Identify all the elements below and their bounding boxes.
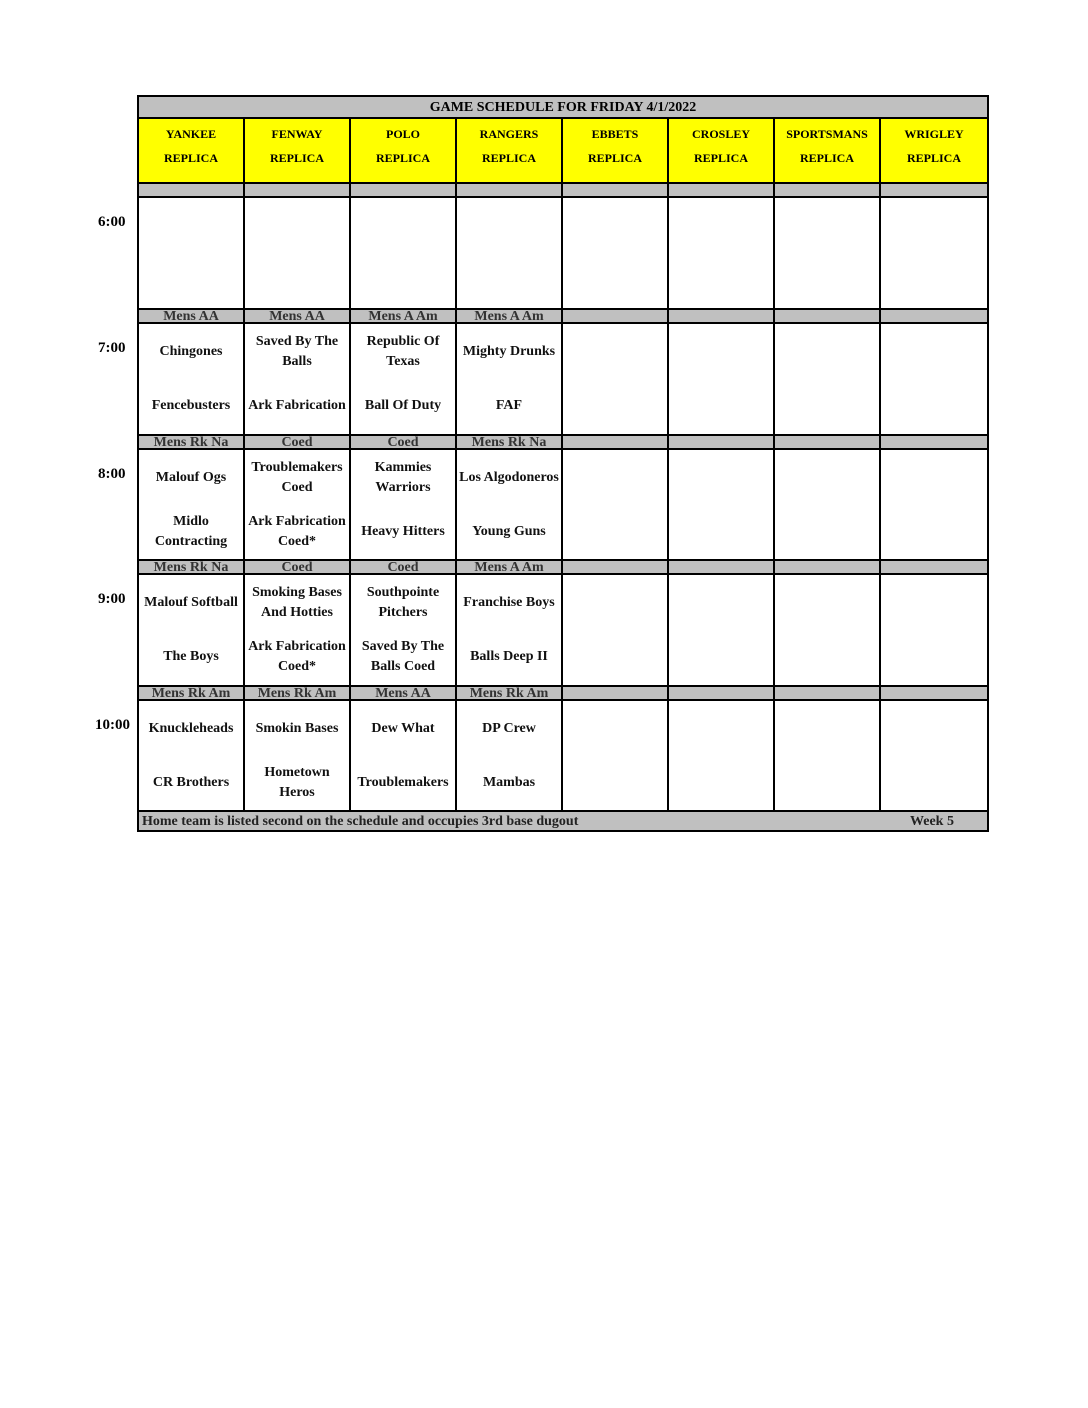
game-cell [669, 450, 775, 560]
level-band: Coed [245, 434, 351, 450]
time-label: 7:00 [98, 340, 126, 356]
away-team: Mighty Drunks [462, 344, 556, 359]
away-team: Kammies Warriors [374, 459, 432, 495]
away-team: Smoking Bases And Hotties [252, 585, 342, 620]
field-subtitle: REPLICA [799, 151, 854, 165]
away-team: DP Crew [482, 720, 536, 736]
game-cell [245, 450, 351, 560]
field-subtitle: REPLICA [163, 151, 218, 165]
game-cell [351, 450, 457, 560]
field-header-fenway [245, 119, 351, 182]
home-team: Ball Of Duty [364, 398, 442, 413]
field-header-yankee [139, 119, 245, 182]
level-band [881, 434, 987, 450]
game-cell [245, 575, 351, 685]
game-cell [351, 324, 457, 434]
away-team: Malouf Ogs [155, 469, 227, 485]
field-name: CROSLEY [691, 127, 750, 141]
field-name: EBBETS [591, 127, 639, 141]
level-band [669, 434, 775, 450]
level-band [881, 308, 987, 324]
game-cell [457, 575, 563, 685]
field-name: SPORTSMANS [786, 127, 868, 141]
game-cell [457, 701, 563, 811]
level-band: Mens Rk Am [457, 685, 563, 701]
home-team: Fencebusters [151, 398, 231, 413]
away-team: Malouf Softball [144, 595, 238, 610]
field-name: WRIGLEY [904, 127, 964, 141]
home-team: Troublemakers [357, 774, 449, 790]
level-band: Coed [245, 559, 351, 575]
game-cell [139, 575, 245, 685]
away-team: Los Algodoneros [459, 469, 559, 485]
level-band: Coed [351, 434, 457, 450]
game-cell [139, 324, 245, 434]
field-header-crosley [669, 119, 775, 182]
level-band: Mens Rk Na [139, 434, 245, 450]
level-band: Mens A Am [457, 308, 563, 324]
level-band [775, 434, 881, 450]
level-band: Mens Rk Na [457, 434, 563, 450]
level-band: Mens Rk Na [139, 559, 245, 575]
level-band: Coed [351, 559, 457, 575]
time-label: 8:00 [98, 465, 126, 482]
field-name: POLO [385, 127, 420, 141]
game-cell [563, 701, 669, 811]
game-cell [669, 701, 775, 811]
game-cell [351, 198, 457, 308]
game-cell [245, 198, 351, 308]
game-cell [139, 198, 245, 308]
home-team: Ark Fabrication [248, 398, 346, 413]
away-team: Republic Of Texas [366, 334, 440, 369]
field-subtitle: REPLICA [375, 151, 430, 165]
game-cell [563, 575, 669, 685]
game-cell [881, 701, 987, 811]
field-header-ebbets [563, 119, 669, 182]
away-team: Southpointe Pitchers [366, 585, 440, 620]
home-team: Hometown Heros [264, 764, 330, 800]
level-band [669, 685, 775, 701]
week-label: Week 5 [910, 814, 954, 829]
level-band: Mens AA [351, 685, 457, 701]
level-band [563, 434, 669, 450]
time-label: 10:00 [95, 716, 130, 733]
game-cell [139, 450, 245, 560]
level-band [563, 308, 669, 324]
game-cell [881, 450, 987, 560]
level-band [775, 182, 881, 198]
level-band [139, 182, 245, 198]
game-cell [775, 575, 881, 685]
game-cell [881, 198, 987, 308]
time-label: 6:00 [98, 214, 126, 230]
home-team: Young Guns [472, 523, 546, 539]
away-team: Troublemakers Coed [251, 459, 343, 495]
field-name: FENWAY [271, 127, 323, 141]
home-team: Mambas [482, 774, 536, 790]
game-cell [775, 324, 881, 434]
field-header-polo [351, 119, 457, 182]
game-cell [563, 198, 669, 308]
game-cell [881, 575, 987, 685]
field-subtitle: REPLICA [587, 151, 642, 165]
level-band [245, 182, 351, 198]
level-band: Mens AA [245, 308, 351, 324]
home-team: Balls Deep II [470, 649, 548, 664]
level-band: Mens AA [139, 308, 245, 324]
level-band [351, 182, 457, 198]
home-team: Midlo Contracting [154, 513, 228, 549]
level-band [563, 182, 669, 198]
home-team: Ark Fabrication Coed* [248, 513, 346, 549]
field-subtitle: REPLICA [693, 151, 748, 165]
field-name: YANKEE [165, 127, 217, 141]
home-team: Ark Fabrication Coed* [248, 639, 346, 674]
away-team: Dew What [371, 720, 435, 736]
level-band [563, 685, 669, 701]
home-team: FAF [495, 398, 523, 413]
home-team: The Boys [163, 649, 219, 664]
game-cell [245, 701, 351, 811]
away-team: Franchise Boys [463, 595, 555, 610]
game-cell [669, 324, 775, 434]
game-cell [351, 701, 457, 811]
game-cell [775, 701, 881, 811]
away-team: Saved By The Balls [255, 334, 339, 369]
game-cell [669, 575, 775, 685]
home-team: Saved By The Balls Coed [361, 639, 445, 674]
home-team: CR Brothers [152, 774, 230, 790]
level-band [881, 685, 987, 701]
field-name: RANGERS [479, 127, 539, 141]
field-header-wrigley [881, 119, 987, 182]
game-cell [351, 575, 457, 685]
level-band: Mens Rk Am [139, 685, 245, 701]
level-band [669, 182, 775, 198]
game-cell [457, 324, 563, 434]
footer-bar [139, 810, 987, 830]
game-cell [775, 198, 881, 308]
game-cell [457, 450, 563, 560]
level-band [775, 559, 881, 575]
field-subtitle: REPLICA [269, 151, 324, 165]
game-cell [563, 450, 669, 560]
game-cell [669, 198, 775, 308]
level-band [881, 182, 987, 198]
away-team: Knuckleheads [148, 720, 234, 736]
home-team-note: Home team is listed second on the schedule and occupies 3rd base dugout [142, 814, 579, 829]
schedule-title: GAME SCHEDULE FOR FRIDAY 4/1/2022 [139, 97, 987, 119]
level-band [775, 685, 881, 701]
field-header-rangers [457, 119, 563, 182]
time-label: 9:00 [98, 591, 126, 607]
field-subtitle: REPLICA [906, 151, 961, 165]
level-band [881, 559, 987, 575]
game-cell [457, 198, 563, 308]
field-header-sportsmans [775, 119, 881, 182]
game-cell [881, 324, 987, 434]
home-team: Heavy Hitters [361, 523, 445, 539]
game-cell [245, 324, 351, 434]
level-band: Mens A Am [351, 308, 457, 324]
away-team: Chingones [159, 344, 223, 359]
level-band: Mens A Am [457, 559, 563, 575]
level-band: Mens Rk Am [245, 685, 351, 701]
game-cell [563, 324, 669, 434]
field-subtitle: REPLICA [481, 151, 536, 165]
schedule-table [137, 95, 989, 832]
level-band [457, 182, 563, 198]
level-band [669, 308, 775, 324]
game-cell [775, 450, 881, 560]
away-team: Smokin Bases [255, 720, 339, 736]
game-cell [139, 701, 245, 811]
level-band [669, 559, 775, 575]
level-band [775, 308, 881, 324]
level-band [563, 559, 669, 575]
